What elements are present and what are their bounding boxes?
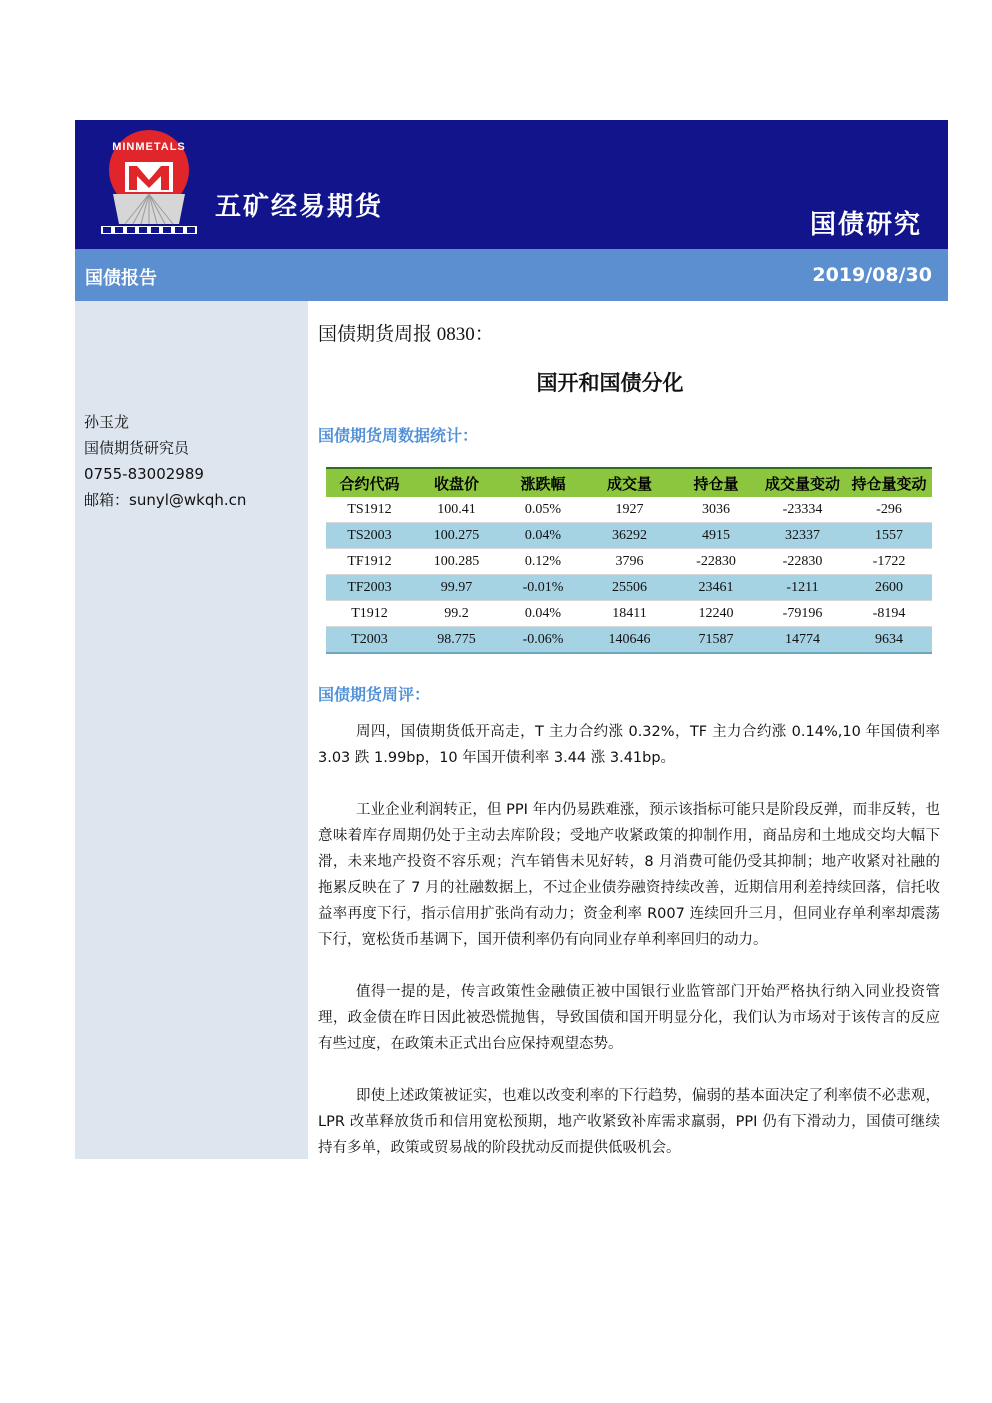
- table-cell: 3796: [586, 549, 673, 575]
- table-cell: 99.97: [413, 575, 500, 601]
- section-title: 国债研究: [809, 210, 922, 240]
- table-row: [326, 627, 932, 654]
- table-cell: 100.41: [413, 497, 500, 523]
- table-header: 涨跌幅: [500, 468, 586, 497]
- paragraph: 周四，国债期货低开高走，T 主力合约涨 0.32%，TF 主力合约涨 0.14%,10 年国债利率 3.03 跌 1.99bp，10 年国开债利率 3.44 涨 3.41bp。: [318, 724, 940, 766]
- report-title: 国债期货周报 0830：: [318, 324, 494, 345]
- logo-lettering: MINMETALS: [112, 141, 186, 153]
- table-cell: 14774: [759, 627, 846, 654]
- table-header: 收盘价: [413, 468, 500, 497]
- table-cell: 0.05%: [500, 497, 586, 523]
- table-row: [326, 549, 932, 575]
- table-cell: -8194: [846, 601, 932, 627]
- table-header-row: [326, 468, 932, 497]
- table-cell: -1722: [846, 549, 932, 575]
- author-phone: 0755-83002989: [84, 465, 204, 483]
- table-cell: 99.2: [413, 601, 500, 627]
- table-cell: -1211: [759, 575, 846, 601]
- author-name: 孙玉龙: [84, 413, 130, 431]
- author-info: [84, 409, 246, 513]
- table-cell: 25506: [586, 575, 673, 601]
- minmetals-logo-icon: [99, 128, 199, 236]
- report-date: 2019/08/30: [812, 264, 932, 286]
- table-cell: -79196: [759, 601, 846, 627]
- table-cell: -0.01%: [500, 575, 586, 601]
- table-cell: T1912: [326, 601, 413, 627]
- table-cell: 32337: [759, 523, 846, 549]
- table-cell: T2003: [326, 627, 413, 654]
- table-cell: 12240: [673, 601, 759, 627]
- table-header: 合约代码: [326, 468, 413, 497]
- table-cell: 18411: [586, 601, 673, 627]
- paragraph: 即使上述政策被证实，也难以改变利率的下行趋势，偏弱的基本面决定了利率债不必悲观，LPR 改革释放货币和信用宽松预期，地产收紧致补库需求羸弱，PPI 仍有下滑动力，国债可继续持有多单，政策或贸易战的阶段扰动反而提供低吸机会。: [318, 1088, 940, 1156]
- table-cell: TF1912: [326, 549, 413, 575]
- table-cell: 9634: [846, 627, 932, 654]
- table-cell: 98.775: [413, 627, 500, 654]
- table-cell: 3036: [673, 497, 759, 523]
- table-row: [326, 497, 932, 523]
- table-cell: -0.06%: [500, 627, 586, 654]
- table-cell: 1557: [846, 523, 932, 549]
- table-cell: 100.285: [413, 549, 500, 575]
- table-cell: -22830: [759, 549, 846, 575]
- author-sidebar: [75, 301, 308, 1159]
- stats-heading: 国债期货周数据统计：: [318, 426, 479, 445]
- table-header: 持仓量: [673, 468, 759, 497]
- table-cell: TF2003: [326, 575, 413, 601]
- table-cell: TS2003: [326, 523, 413, 549]
- table-header: 成交量变动: [759, 468, 846, 497]
- table-cell: 36292: [586, 523, 673, 549]
- report-category: 国债报告: [85, 268, 157, 289]
- report-headline: 国开和国债分化: [536, 371, 684, 395]
- table-cell: 100.275: [413, 523, 500, 549]
- table-header: 成交量: [586, 468, 673, 497]
- table-cell: TS1912: [326, 497, 413, 523]
- table-cell: -296: [846, 497, 932, 523]
- table-cell: 71587: [673, 627, 759, 654]
- table-cell: 4915: [673, 523, 759, 549]
- paragraph: 值得一提的是，传言政策性金融债正被中国银行业监管部门开始严格执行纳入同业投资管理，政金债在昨日因此被恐慌抛售，导致国债和国开明显分化，我们认为市场对于该传言的反应有些过度，在政策未正式出台应保持观望态势。: [318, 984, 940, 1052]
- table-header: 持仓量变动: [846, 468, 932, 497]
- author-email: 邮箱：sunyl@wkqh.cn: [84, 491, 247, 509]
- table-cell: 23461: [673, 575, 759, 601]
- table-cell: 0.04%: [500, 523, 586, 549]
- table-row: [326, 601, 932, 627]
- futures-stats-table: [326, 467, 932, 654]
- table-cell: 0.12%: [500, 549, 586, 575]
- company-name: 五矿经易期货: [215, 192, 384, 222]
- header-banner: [75, 120, 948, 249]
- table-cell: -22830: [673, 549, 759, 575]
- table-row: [326, 523, 932, 549]
- category-bar: [75, 249, 948, 301]
- paragraph: 工业企业利润转正，但 PPI 年内仍易跌难涨，预示该指标可能只是阶段反弹，而非反转，也意味着库存周期仍处于主动去库阶段；受地产收紧政策的抑制作用，商品房和土地成交均大幅下滑，未来地产投资不容乐观；汽车销售未见好转，8 月消费可能仍受其抑制；地产收紧对社融的拖累反映在了 7 月的社融数据上，不过企业债券融资持续改善，近期信用利差持续回落，信托收益率再度下行，指示信用扩张尚有动力；资金利率 R007 连续回升三月，但同业存单利率却震荡下行，宽松货币基调下，国开债利率仍有向同业存单利率回归的动力。: [318, 802, 940, 948]
- table-cell: 1927: [586, 497, 673, 523]
- table-cell: -23334: [759, 497, 846, 523]
- comment-heading: 国债期货周评：: [318, 685, 431, 704]
- table-cell: 140646: [586, 627, 673, 654]
- table-row: [326, 575, 932, 601]
- table-cell: 2600: [846, 575, 932, 601]
- author-title: 国债期货研究员: [84, 439, 190, 457]
- table-cell: 0.04%: [500, 601, 586, 627]
